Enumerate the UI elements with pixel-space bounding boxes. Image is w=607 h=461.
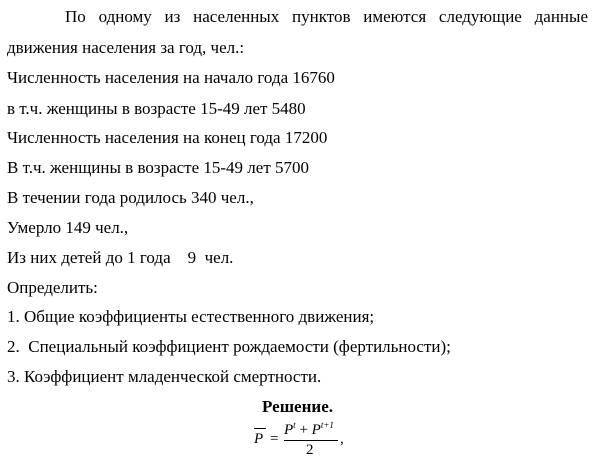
numerator-sup-b: t+1	[320, 420, 334, 430]
text-line-deaths: Умерло 149 чел.,	[7, 218, 129, 237]
formula-lhs: P	[254, 431, 264, 447]
task-item-1: 1. Общие коэффициенты естественного движения;	[7, 307, 375, 326]
task-item-3: 3. Коэффициент младенческой смертности.	[7, 367, 322, 386]
formula-comma: ,	[340, 431, 344, 447]
text-line-births: В течении года родилось 340 чел.,	[7, 188, 254, 207]
formula-numerator	[284, 420, 334, 439]
text-line-women-start: в т.ч. женщины в возрасте 15-49 лет 5480	[7, 99, 306, 118]
fraction-line	[284, 440, 338, 441]
overline-bar	[254, 428, 266, 429]
formula-denominator: 2	[306, 442, 314, 458]
numerator-term-a: P	[284, 422, 294, 438]
text-line-women-end: В т.ч. женщины в возрасте 15-49 лет 5700	[7, 158, 309, 177]
text-line-population-end: Численность населения на конец года 17200	[7, 128, 328, 147]
numerator-plus: +	[295, 422, 312, 438]
numerator-sup-a: t	[293, 420, 296, 430]
intro-line-2: движения населения за год, чел.:	[7, 38, 245, 57]
numerator-term-b: P	[311, 422, 321, 438]
average-population-formula	[252, 420, 362, 460]
text-line-determine: Определить:	[7, 278, 98, 297]
text-line-infant-deaths: Из них детей до 1 года 9 чел.	[7, 248, 234, 267]
text-line-population-start: Численность населения на начало года 16760	[7, 68, 335, 87]
task-item-2: 2. Специальный коэффициент рождаемости (фертильности);	[7, 337, 451, 356]
solution-heading: Решение.	[262, 397, 333, 416]
intro-line-1: По одному из населенных пунктов имеются следующие данные	[65, 7, 588, 26]
formula-equals: =	[270, 431, 279, 447]
